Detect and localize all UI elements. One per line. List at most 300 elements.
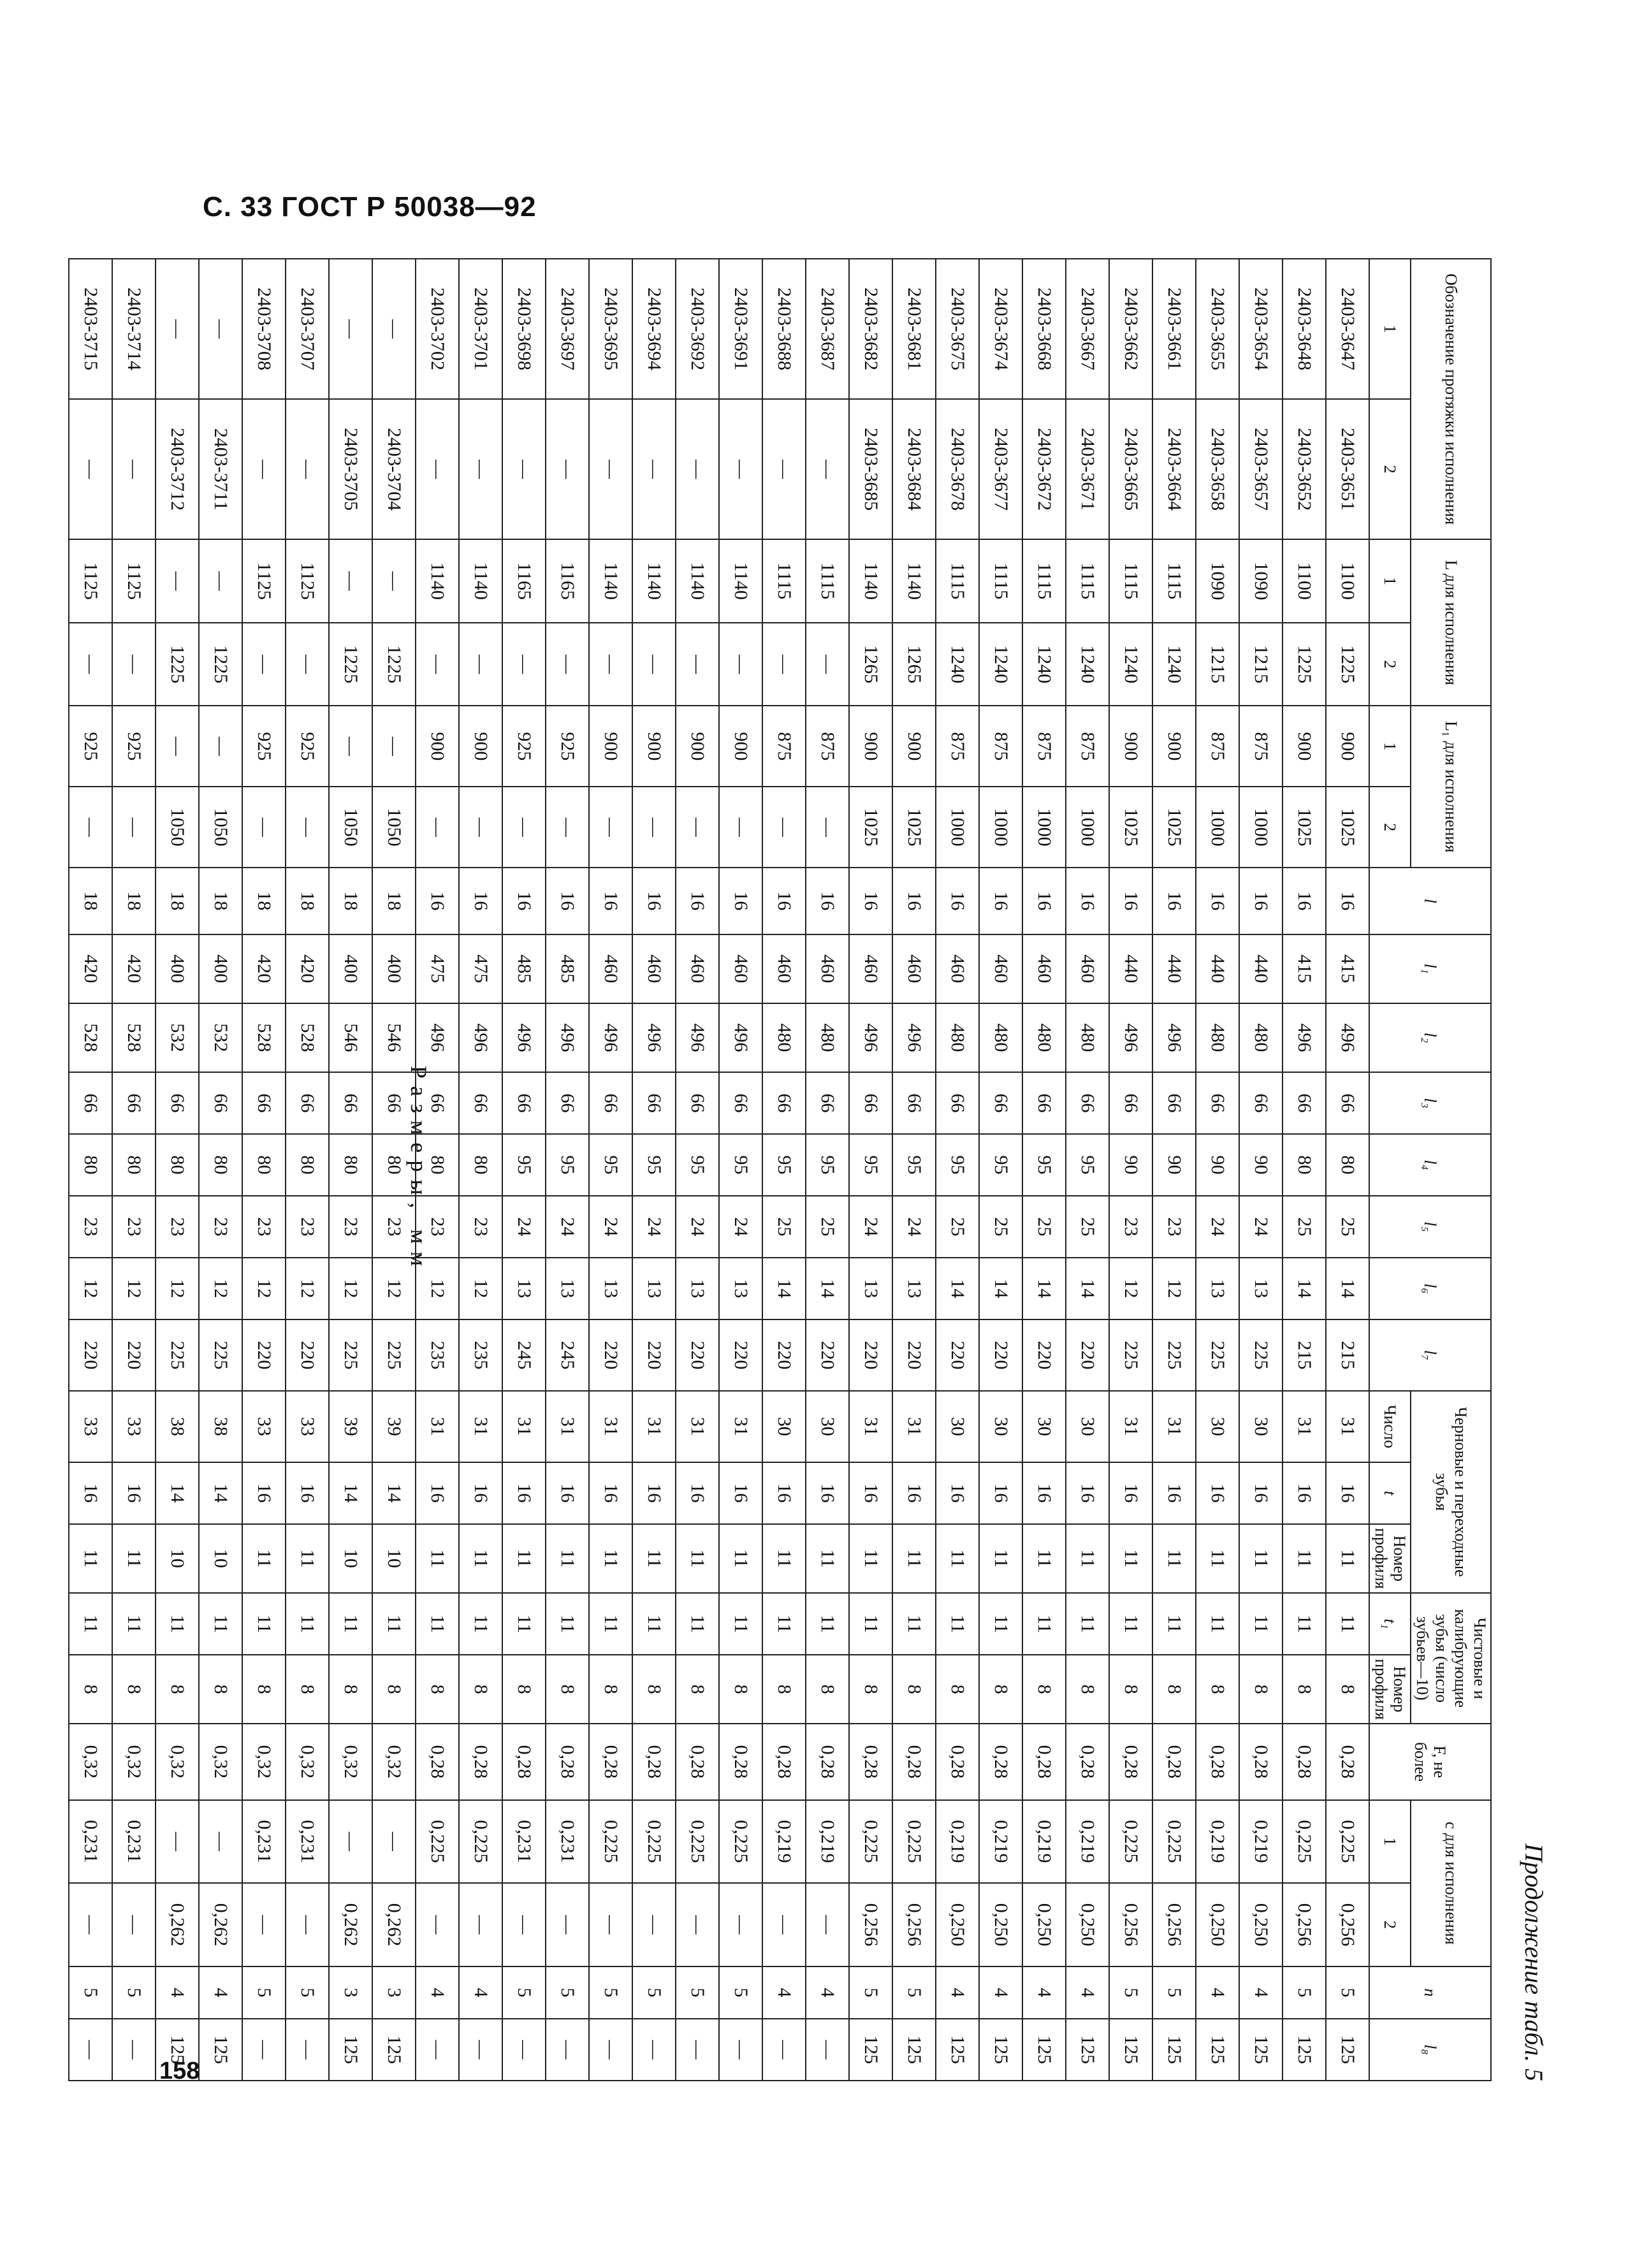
table-cell: 16 <box>1326 1462 1369 1524</box>
table-row <box>632 259 676 2081</box>
table-cell: 1225 <box>199 623 242 706</box>
table-cell: — <box>546 2019 589 2081</box>
table-cell: 0,219 <box>1022 1800 1066 1884</box>
table-cell: 66 <box>112 1072 156 1134</box>
table-cell: 1140 <box>589 539 632 623</box>
table-cell: 125 <box>1022 2019 1066 2081</box>
table-cell: 1115 <box>1152 539 1196 623</box>
table-cell: 5 <box>676 1966 719 2019</box>
table-cell: — <box>632 2019 676 2081</box>
table-cell: 0,32 <box>112 1724 156 1799</box>
table-cell: 11 <box>156 1593 199 1655</box>
table-cell: — <box>676 399 719 539</box>
table-cell: 0,32 <box>329 1724 372 1799</box>
table-cell: 225 <box>372 1319 416 1391</box>
table-cell: 1140 <box>416 539 459 623</box>
table-row <box>286 259 329 2081</box>
table-cell: 31 <box>632 1391 676 1462</box>
table-cell: — <box>69 787 112 868</box>
table-cell: 16 <box>632 868 676 934</box>
table-cell: 220 <box>849 1319 892 1391</box>
dimensions-table <box>68 258 1492 2081</box>
table-row <box>199 259 242 2081</box>
table-cell: 24 <box>719 1196 762 1258</box>
table-cell: 11 <box>632 1593 676 1655</box>
table-cell: 5 <box>589 1966 632 2019</box>
table-cell: 460 <box>589 934 632 1003</box>
table-cell: 12 <box>416 1258 459 1319</box>
table-cell: — <box>502 399 546 539</box>
table-cell: 1240 <box>1022 623 1066 706</box>
table-cell: — <box>459 787 502 868</box>
table-cell: 5 <box>286 1966 329 2019</box>
table-cell: 16 <box>459 1462 502 1524</box>
table-cell: 5 <box>892 1966 936 2019</box>
table-cell: — <box>762 2019 806 2081</box>
table-row <box>156 259 199 2081</box>
table-cell: 8 <box>719 1655 762 1724</box>
table-row <box>69 259 112 2081</box>
table-cell: 31 <box>546 1391 589 1462</box>
table-cell: 900 <box>459 706 502 787</box>
table-cell: 485 <box>546 934 589 1003</box>
table-cell: — <box>589 399 632 539</box>
table-cell: 0,256 <box>892 1883 936 1966</box>
table-cell: 16 <box>676 868 719 934</box>
table-cell: 31 <box>459 1391 502 1462</box>
table-cell: 11 <box>69 1593 112 1655</box>
table-cell: 415 <box>1326 934 1369 1003</box>
table-cell: 11 <box>979 1524 1022 1593</box>
table-cell: 13 <box>502 1258 546 1319</box>
table-cell: 95 <box>979 1134 1022 1196</box>
table-cell: 480 <box>936 1003 979 1072</box>
table-cell: 11 <box>502 1524 546 1593</box>
table-cell: 24 <box>1239 1196 1283 1258</box>
table-cell: 1050 <box>329 787 372 868</box>
table-cell: 1125 <box>286 539 329 623</box>
table-cell: 1025 <box>1109 787 1152 868</box>
table-cell: — <box>112 399 156 539</box>
table-cell: 66 <box>589 1072 632 1134</box>
rotated-table-block <box>80 258 1549 2081</box>
table-cell: 2403-3662 <box>1109 259 1152 399</box>
table-cell: 8 <box>936 1655 979 1724</box>
table-cell: 18 <box>242 868 286 934</box>
table-cell: 31 <box>719 1391 762 1462</box>
table-cell: — <box>762 399 806 539</box>
table-cell: 2403-3685 <box>849 399 892 539</box>
table-cell: 18 <box>286 868 329 934</box>
table-cell: 0,219 <box>979 1800 1022 1884</box>
table-cell: 460 <box>676 934 719 1003</box>
col-l3: l₃ <box>1369 1072 1491 1134</box>
table-cell: 12 <box>329 1258 372 1319</box>
table-cell: 11 <box>892 1593 936 1655</box>
col-c: с для исполнения <box>1411 1800 1491 1966</box>
table-cell: 8 <box>632 1655 676 1724</box>
table-cell: 900 <box>416 706 459 787</box>
table-cell: — <box>112 1883 156 1966</box>
table-cell: 16 <box>979 868 1022 934</box>
table-cell: 1100 <box>1326 539 1369 623</box>
table-cell: 30 <box>806 1391 849 1462</box>
table-cell: 125 <box>1196 2019 1239 2081</box>
table-cell: 480 <box>1239 1003 1283 1072</box>
table-cell: 1265 <box>892 623 936 706</box>
table-cell: 5 <box>546 1966 589 2019</box>
table-cell: — <box>632 399 676 539</box>
table-row <box>1283 259 1326 2081</box>
page-header: С. 33 ГОСТ Р 50038—92 <box>203 191 537 222</box>
table-cell: 925 <box>69 706 112 787</box>
table-cell: 1140 <box>849 539 892 623</box>
table-cell: — <box>416 399 459 539</box>
table-cell: 11 <box>1283 1524 1326 1593</box>
table-cell: 925 <box>546 706 589 787</box>
table-cell: 1240 <box>979 623 1022 706</box>
table-row <box>762 259 806 2081</box>
table-cell: 2403-3698 <box>502 259 546 399</box>
table-cell: 12 <box>1152 1258 1196 1319</box>
table-row <box>1326 259 1369 2081</box>
table-cell: 4 <box>1022 1966 1066 2019</box>
table-cell: 11 <box>1326 1593 1369 1655</box>
table-cell: 95 <box>1066 1134 1109 1196</box>
subcol-c-2: 2 <box>1369 1883 1411 1966</box>
table-cell: 496 <box>1152 1003 1196 1072</box>
table-cell: 16 <box>546 1462 589 1524</box>
table-cell: 875 <box>806 706 849 787</box>
table-cell: 1025 <box>849 787 892 868</box>
table-cell: 11 <box>806 1593 849 1655</box>
subcol-L-1: 1 <box>1369 539 1411 623</box>
table-cell: 16 <box>1283 868 1326 934</box>
table-cell: 480 <box>1196 1003 1239 1072</box>
table-cell: 420 <box>242 934 286 1003</box>
table-cell: 925 <box>112 706 156 787</box>
table-cell: 12 <box>242 1258 286 1319</box>
table-cell: 0,219 <box>1239 1800 1283 1884</box>
table-cell: 875 <box>762 706 806 787</box>
table-cell: 95 <box>936 1134 979 1196</box>
table-cell: 4 <box>936 1966 979 2019</box>
table-cell: 66 <box>416 1072 459 1134</box>
table-cell: 1025 <box>1152 787 1196 868</box>
table-cell: 30 <box>1022 1391 1066 1462</box>
table-cell: 225 <box>1109 1319 1152 1391</box>
table-cell: 420 <box>112 934 156 1003</box>
table-cell: 475 <box>416 934 459 1003</box>
table-cell: 0,28 <box>1239 1724 1283 1799</box>
subcol-c-1: 1 <box>1369 1800 1411 1884</box>
table-cell: — <box>112 623 156 706</box>
table-cell: 11 <box>1283 1593 1326 1655</box>
table-cell: 66 <box>502 1072 546 1134</box>
table-cell: 8 <box>1066 1655 1109 1724</box>
table-cell: — <box>546 623 589 706</box>
table-cell: 12 <box>112 1258 156 1319</box>
table-cell: 900 <box>892 706 936 787</box>
subcol-rough-count: Число <box>1369 1391 1411 1462</box>
table-cell: 900 <box>719 706 762 787</box>
table-cell: 1265 <box>849 623 892 706</box>
table-cell: 0,219 <box>806 1800 849 1884</box>
table-cell: 23 <box>416 1196 459 1258</box>
table-cell: 1025 <box>1326 787 1369 868</box>
table-cell: 11 <box>242 1593 286 1655</box>
table-cell: — <box>69 623 112 706</box>
table-cell: 16 <box>762 1462 806 1524</box>
table-cell: 1165 <box>546 539 589 623</box>
table-row <box>979 259 1022 2081</box>
table-cell: — <box>372 1800 416 1884</box>
table-cell: — <box>719 1883 762 1966</box>
table-cell: 1240 <box>1152 623 1196 706</box>
table-cell: 0,32 <box>199 1724 242 1799</box>
table-cell: 0,28 <box>849 1724 892 1799</box>
table-cell: 16 <box>719 868 762 934</box>
table-cell: 66 <box>156 1072 199 1134</box>
table-cell: 225 <box>329 1319 372 1391</box>
table-cell: 440 <box>1239 934 1283 1003</box>
table-cell: 13 <box>1196 1258 1239 1319</box>
table-cell: 225 <box>1152 1319 1196 1391</box>
col-rough-teeth: Черновые и переходные зубья <box>1411 1391 1491 1593</box>
table-cell: 480 <box>979 1003 1022 1072</box>
table-row <box>1109 259 1152 2081</box>
table-cell: 95 <box>546 1134 589 1196</box>
table-cell: 11 <box>806 1524 849 1593</box>
table-cell: 0,28 <box>806 1724 849 1799</box>
table-cell: 18 <box>69 868 112 934</box>
table-cell: 8 <box>1022 1655 1066 1724</box>
table-cell: 13 <box>719 1258 762 1319</box>
table-cell: 16 <box>849 1462 892 1524</box>
table-cell: 125 <box>1109 2019 1152 2081</box>
table-cell: 2403-3695 <box>589 259 632 399</box>
table-cell: 66 <box>892 1072 936 1134</box>
table-cell: 460 <box>936 934 979 1003</box>
header-row-1 <box>1411 259 1491 2081</box>
table-cell: 460 <box>849 934 892 1003</box>
table-row <box>329 259 372 2081</box>
table-cell: 0,225 <box>1109 1800 1152 1884</box>
table-cell: — <box>329 539 372 623</box>
table-cell: 125 <box>979 2019 1022 2081</box>
table-cell: 13 <box>589 1258 632 1319</box>
table-cell: 80 <box>1326 1134 1369 1196</box>
table-cell: 496 <box>1109 1003 1152 1072</box>
page-number: 158 <box>159 2058 200 2084</box>
table-cell: 95 <box>589 1134 632 1196</box>
table-cell: 220 <box>112 1319 156 1391</box>
table-cell: 16 <box>502 1462 546 1524</box>
table-cell: 460 <box>892 934 936 1003</box>
table-row <box>589 259 632 2081</box>
table-cell: 5 <box>1326 1966 1369 2019</box>
table-cell: — <box>416 787 459 868</box>
table-cell: 95 <box>1022 1134 1066 1196</box>
table-cell: 3 <box>329 1966 372 2019</box>
table-cell: 33 <box>286 1391 329 1462</box>
table-cell: 496 <box>1326 1003 1369 1072</box>
table-cell: 16 <box>589 1462 632 1524</box>
table-cell: 18 <box>329 868 372 934</box>
table-cell: 0,256 <box>1326 1883 1369 1966</box>
table-cell: 11 <box>1152 1524 1196 1593</box>
table-cell: 11 <box>329 1593 372 1655</box>
table-cell: 11 <box>676 1524 719 1593</box>
table-cell: 225 <box>199 1319 242 1391</box>
table-cell: 95 <box>676 1134 719 1196</box>
table-cell: 23 <box>1152 1196 1196 1258</box>
table-cell: 2403-3664 <box>1152 399 1196 539</box>
table-cell: 415 <box>1283 934 1326 1003</box>
table-cell: — <box>416 2019 459 2081</box>
table-cell: 0,225 <box>719 1800 762 1884</box>
table-cell: 460 <box>719 934 762 1003</box>
table-cell: — <box>589 1883 632 1966</box>
table-cell: 1115 <box>936 539 979 623</box>
table-cell: 16 <box>1022 1462 1066 1524</box>
table-cell: 80 <box>199 1134 242 1196</box>
col-l7: l₇ <box>1369 1319 1491 1391</box>
table-cell: 30 <box>1196 1391 1239 1462</box>
table-cell: 11 <box>286 1524 329 1593</box>
table-cell: 900 <box>1109 706 1152 787</box>
table-cell: 925 <box>242 706 286 787</box>
table-cell: 245 <box>502 1319 546 1391</box>
table-cell: 220 <box>242 1319 286 1391</box>
table-cell: 16 <box>459 868 502 934</box>
table-cell: 11 <box>459 1593 502 1655</box>
table-cell: — <box>156 1800 199 1884</box>
table-cell: — <box>459 1883 502 1966</box>
table-cell: 31 <box>502 1391 546 1462</box>
col-l4: l₄ <box>1369 1134 1491 1196</box>
table-cell: — <box>676 787 719 868</box>
table-cell: 95 <box>502 1134 546 1196</box>
table-row <box>1066 259 1109 2081</box>
table-cell: — <box>199 539 242 623</box>
table-cell: 0,225 <box>892 1800 936 1884</box>
table-cell: — <box>199 706 242 787</box>
table-cell: 1025 <box>892 787 936 868</box>
table-cell: 23 <box>459 1196 502 1258</box>
table-cell: 125 <box>892 2019 936 2081</box>
table-cell: 4 <box>979 1966 1022 2019</box>
table-row <box>502 259 546 2081</box>
table-cell: 90 <box>1239 1134 1283 1196</box>
table-cell: 31 <box>849 1391 892 1462</box>
col-l: l <box>1369 868 1491 934</box>
table-cell: 16 <box>979 1462 1022 1524</box>
table-cell: 95 <box>719 1134 762 1196</box>
col-F: F, не более <box>1369 1724 1491 1799</box>
table-cell: — <box>676 1883 719 1966</box>
table-cell: 0,231 <box>69 1800 112 1884</box>
table-cell: 16 <box>1152 1462 1196 1524</box>
table-cell: — <box>286 623 329 706</box>
table-cell: 220 <box>979 1319 1022 1391</box>
table-cell: 5 <box>632 1966 676 2019</box>
table-cell: 460 <box>979 934 1022 1003</box>
table-cell: 496 <box>849 1003 892 1072</box>
table-cell: 2403-3715 <box>69 259 112 399</box>
table-cell: 1050 <box>199 787 242 868</box>
table-cell: 2403-3681 <box>892 259 936 399</box>
table-cell: 528 <box>242 1003 286 1072</box>
table-cell: 225 <box>1239 1319 1283 1391</box>
table-cell: 2403-3665 <box>1109 399 1152 539</box>
table-cell: 1115 <box>1022 539 1066 623</box>
table-cell: 235 <box>416 1319 459 1391</box>
table-row <box>719 259 762 2081</box>
table-cell: 66 <box>546 1072 589 1134</box>
table-cell: 31 <box>416 1391 459 1462</box>
table-row <box>1022 259 1066 2081</box>
table-cell: 0,231 <box>286 1800 329 1884</box>
table-cell: 125 <box>1066 2019 1109 2081</box>
table-cell: 14 <box>199 1462 242 1524</box>
table-cell: — <box>806 2019 849 2081</box>
table-cell: — <box>502 623 546 706</box>
table-cell: 2403-3674 <box>979 259 1022 399</box>
subcol-rough-t: t <box>1369 1462 1411 1524</box>
table-cell: 475 <box>459 934 502 1003</box>
table-cell: 25 <box>979 1196 1022 1258</box>
table-cell: 30 <box>979 1391 1022 1462</box>
table-cell: 1140 <box>892 539 936 623</box>
table-cell: 66 <box>1196 1072 1239 1134</box>
table-cell: 23 <box>1109 1196 1152 1258</box>
table-cell: 2403-3668 <box>1022 259 1066 399</box>
col-L: L для исполнения <box>1411 539 1491 706</box>
table-cell: 0,225 <box>1283 1800 1326 1884</box>
table-cell: 125 <box>199 2019 242 2081</box>
table-cell: — <box>329 706 372 787</box>
table-cell: 4 <box>1066 1966 1109 2019</box>
table-cell: 400 <box>372 934 416 1003</box>
table-cell: 8 <box>242 1655 286 1724</box>
table-cell: — <box>546 399 589 539</box>
table-cell: 16 <box>936 1462 979 1524</box>
table-cell: — <box>502 1883 546 1966</box>
table-cell: 90 <box>1109 1134 1152 1196</box>
table-cell: 16 <box>416 868 459 934</box>
table-cell: 13 <box>1239 1258 1283 1319</box>
table-cell: 2403-3657 <box>1239 399 1283 539</box>
table-cell: 0,28 <box>632 1724 676 1799</box>
col-l2: l₂ <box>1369 1003 1491 1072</box>
table-cell: 220 <box>762 1319 806 1391</box>
table-cell: 66 <box>329 1072 372 1134</box>
table-cell: 2403-3692 <box>676 259 719 399</box>
table-cell: 2403-3691 <box>719 259 762 399</box>
table-cell: 0,28 <box>979 1724 1022 1799</box>
table-cell: 0,28 <box>1326 1724 1369 1799</box>
table-cell: 2403-3651 <box>1326 399 1369 539</box>
table-cell: 8 <box>546 1655 589 1724</box>
table-cell: 80 <box>112 1134 156 1196</box>
table-cell: — <box>286 1883 329 1966</box>
table-cell: 38 <box>156 1391 199 1462</box>
table-cell: 25 <box>762 1196 806 1258</box>
table-cell: 1115 <box>1066 539 1109 623</box>
table-cell: 11 <box>1066 1524 1109 1593</box>
table-cell: — <box>69 1883 112 1966</box>
